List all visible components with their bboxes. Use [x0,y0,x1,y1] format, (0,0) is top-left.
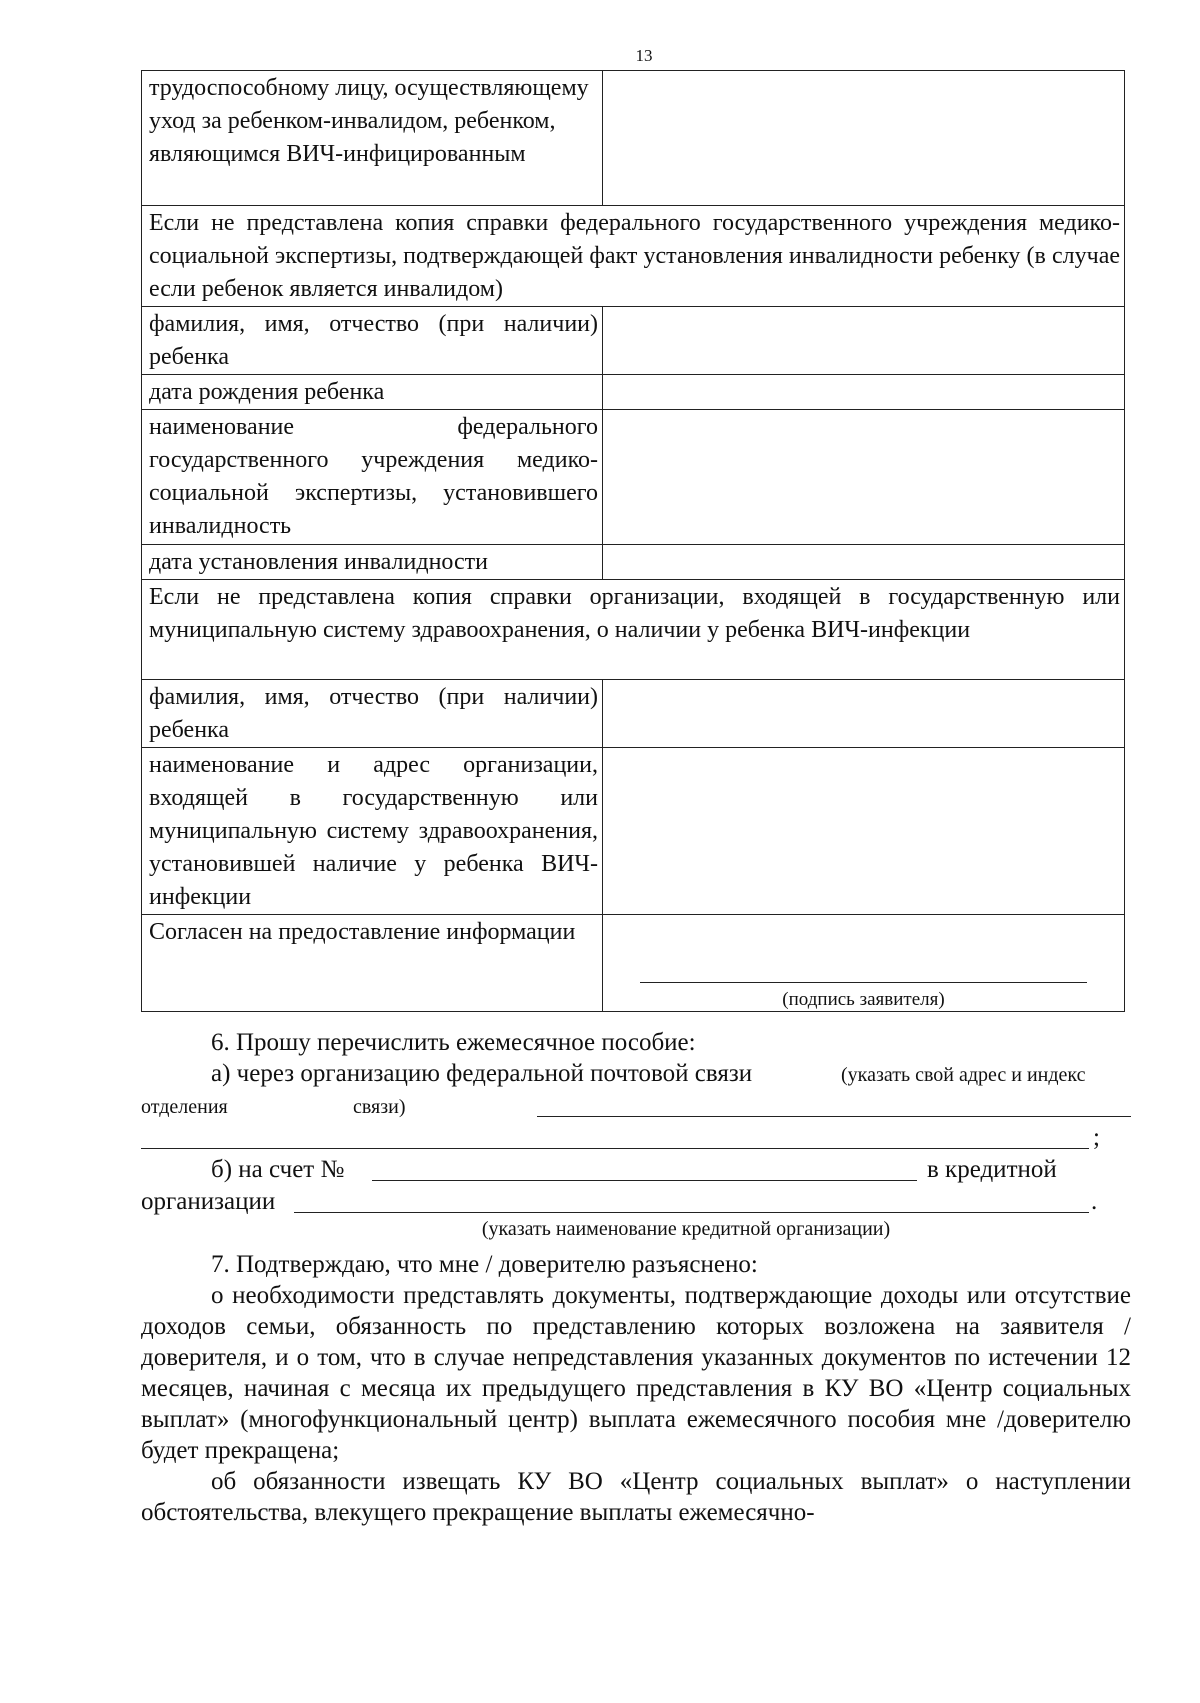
section-6b-org: организации [141,1188,276,1215]
section-6b-end: . [1091,1188,1098,1215]
section-6a-line [141,1058,1131,1090]
hiv-certificate-heading: Если не представлена копия справки организации, входящей в государственную или муниципальную систему здравоохранения, о наличии у ребенка ВИЧ-инфекции [142,580,1125,680]
section-6b-text: б) на счет № [211,1156,345,1183]
section-6a-hint: (указать свой адрес и индекс [841,1064,1086,1086]
signature-line [640,982,1087,983]
consent-label: Согласен на предоставление информации [142,915,603,1012]
section-6 [141,1027,1131,1244]
section-7-paragraph-1: о необходимости представлять документы, подтверждающие доходы или отсутствие доходов семьи, обязанность по представлению которых возложена на заявителя / доверителя, и о том, что в случае непредставления указанных документов по истечении 12 месяцев, начиная с месяца их предыдущего представления в КУ ВО «Центр социальных выплат» (многофункциональный центр) выплата ежемесячного пособия мне /доверителю будет прекращена; [141,1282,1131,1464]
section-6a-hint-3: связи) [353,1096,406,1118]
child-name-label: фамилия, имя, отчество (при наличии) ребенка [142,307,603,375]
table-row [142,71,1125,206]
section-6a-line-2 [141,1090,1131,1122]
table-row [142,680,1125,748]
health-org-value-cell[interactable] [603,748,1125,915]
application-form-table [141,70,1125,1012]
mse-institution-label: наименование федерального государственного учреждения медико-социальной экспертизы, установившего инвалидность [142,410,603,545]
child-name-value-cell[interactable] [603,307,1125,375]
table-row [142,206,1125,307]
health-org-label: наименование и адрес организации, входящей в государственную или муниципальную систему здравоохранения, установившей наличие у ребенка ВИЧ-инфекции [142,748,603,915]
mse-institution-value-cell[interactable] [603,410,1125,545]
table-row [142,915,1125,1012]
disability-certificate-heading: Если не представлена копия справки федерального государственного учреждения медико-социальной экспертизы, подтверждающей факт установления инвалидности ребенку (в случае если ребенок является инвалидом) [142,206,1125,307]
disability-date-label: дата установления инвалидности [142,545,603,580]
caregiver-label: трудоспособному лицу, осуществляющему уход за ребенком-инвалидом, ребенком, являющимся ВИЧ-инфицированным [142,71,603,206]
child-name-value-cell-2[interactable] [603,680,1125,748]
table-row [142,307,1125,375]
table-row [142,545,1125,580]
section-6b-tail: в кредитной [927,1156,1057,1183]
bank-name-input-line[interactable] [294,1190,1089,1213]
section-6b-line-2 [141,1186,1131,1218]
table-row [142,580,1125,680]
table-row [142,410,1125,545]
section-6a-hint-2: отделения [141,1096,228,1118]
section-7 [141,1249,1131,1528]
section-6a-line-3 [141,1122,1131,1154]
section-6b-line [141,1154,1131,1186]
section-6b-hint: (указать наименование кредитной организации) [481,1218,891,1240]
disability-date-value-cell[interactable] [603,545,1125,580]
child-name-label-2: фамилия, имя, отчество (при наличии) ребенка [142,680,603,748]
child-birthdate-label: дата рождения ребенка [142,375,603,410]
address-input-line[interactable] [537,1094,1131,1117]
table-row [142,375,1125,410]
page-number: 13 [635,46,653,65]
section-7-paragraph-2: об обязанности извещать КУ ВО «Центр социальных выплат» о наступлении обстоятельства, влекущего прекращение выплаты ежемесячно- [141,1468,1131,1526]
section-6a-text: а) через организацию федеральной почтовой связи [211,1060,753,1087]
child-birthdate-value-cell[interactable] [603,375,1125,410]
address-input-line-2[interactable] [141,1126,1089,1149]
section-7-title: 7. Подтверждаю, что мне / доверителю разъяснено: [211,1251,758,1278]
section-6-title: 6. Прошу перечислить ежемесячное пособие: [211,1029,696,1056]
signature-caption: (подпись заявителя) [782,989,945,1010]
caregiver-value-cell[interactable] [603,71,1125,206]
account-number-input-line[interactable] [372,1158,917,1181]
section-6a-end: ; [1093,1124,1100,1151]
section-6b-hint-row [141,1218,1131,1244]
table-row [142,748,1125,915]
signature-cell[interactable] [603,915,1125,1012]
